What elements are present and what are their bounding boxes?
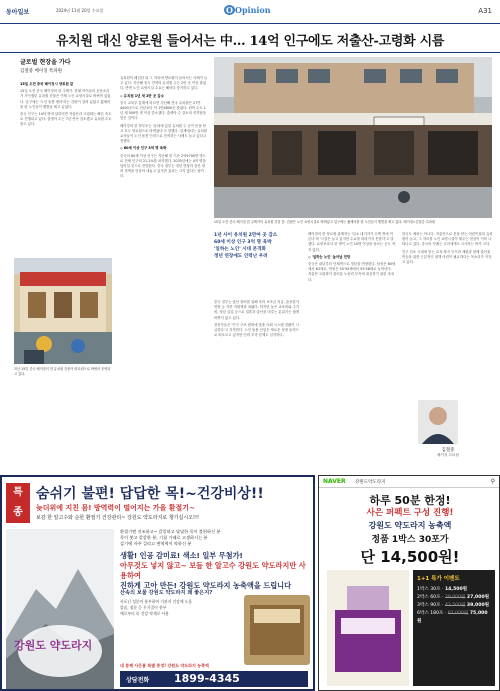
- article-paragraph: 인구 감소 시대에 맞는 교육·복지 인프라 재편과 함께 출산율 반등을 위한 근본적인 대책 마련이 필요하다는 목소리가 커지고 있다.: [402, 249, 492, 265]
- ad-doraji: [0, 475, 315, 691]
- main-photo-image: [214, 57, 492, 218]
- series-kicker: 글로벌 현장을 가다: [20, 59, 71, 66]
- article-paragraph: 중국 정부는 출산 장려를 위해 육아 보조금 지급, 출산휴가 연장 등 각종 지원책을 내놨다. 하지만 높은 교육비와 주거비, 청년 실업 등으로 결혼과 출산을 미루는 분위기는 쉽게 바뀌지 않고 있다.: [214, 300, 300, 320]
- pull-quote-line: '일하는 노인' 시대 본격화: [214, 247, 266, 252]
- ad-promo-line: 아무것도 넣지 않고~ 보듬 한 알고수 강원도 약도라지만 사용하여: [120, 561, 306, 580]
- article-column-3: [214, 300, 302, 468]
- opinion-o-mark: O: [226, 5, 233, 15]
- pull-quote-line: 정년 연장에도 인력난 우려: [214, 254, 268, 259]
- ad-badge-line2: 종: [13, 507, 23, 518]
- article-paragraph: 유치원이 폐업한 뒤 그 자리에 양로원이 들어서는 사례가 늘고 있다. 지난해 중국 전역의 유치원 수는 2만 곳 이상 줄었다. 반면 노인 요양시설 수요는 해마다 증가하고 있다.: [120, 76, 208, 91]
- price-row-strike: 43,500원: [444, 603, 466, 608]
- price-row-item: 3박스 90포: [417, 603, 441, 608]
- ad-badge: [6, 483, 30, 523]
- author-name: 김철중: [441, 448, 455, 453]
- article-paragraph: 한국도 예외는 아니다. 저출산으로 문을 닫는 어린이집과 유치원이 늘고, 그 자리를 노인 요양시설이 채우는 현상이 이미 나타나고 있다. 중국의 사례는 우리에게도 시사하는 바가 크다.: [402, 232, 493, 247]
- article-subhead: ◇ 유치원 1년 새 2만 곳 감소: [120, 93, 164, 98]
- ad-promo: [120, 551, 310, 591]
- ad-right-header: [319, 476, 499, 488]
- page-headline: 유치원 대신 양로원 들어서는 中… 14억 인구에도 저출산-고령화 시름: [55, 34, 445, 49]
- ad-right-event-title: 1+1 특가 이벤트: [417, 576, 460, 582]
- ad-bottom-point: 예로부터 목 건강 약재로 사용: [120, 610, 169, 616]
- price-row-item: 2박스 60포: [417, 595, 441, 600]
- ad-product-art: [6, 529, 114, 689]
- ad-right-price-table: [413, 570, 495, 686]
- price-row-item: 6박스 180포: [417, 611, 444, 616]
- ad-mountain-image: [6, 529, 114, 689]
- article-paragraph: 전문가들은 '인구 구조 변화에 맞춘 사회 시스템 전환이 시급하다'고 지적한다. 노인 돌봄 산업은 새로운 성장 동력으로 떠오르고 있지만 인력 부족 문제도 심각하다.: [214, 322, 299, 338]
- ad-product-name: 강원도 약도라지: [14, 639, 93, 652]
- article-paragraph: 중국 교육부 통계에 따르면 지난해 전국 유치원은 27만4400곳으로 전년보다 약 1만4800곳 줄었다. 원아 수도 1년 새 500만 명 이상 감소했다. 출생아 수 감소의 직격탄을 맞은 것이다.: [120, 100, 207, 121]
- ad-right-big2: 사은 퍼펙트 구성 진행!: [366, 508, 454, 518]
- author-photo: [418, 400, 458, 444]
- pull-quote: [214, 232, 300, 260]
- article-subhead: 15일 오전 중국 베이징시 양로원 앞: [20, 82, 74, 86]
- article-paragraph: 중국 인구는 14억 명에 달하지만 저출산과 고령화는 빠른 속도로 진행되고 있다. 출생아 수는 7년 연속 감소했고 유치원 수도 줄고 있다.: [20, 112, 112, 127]
- ad-phone-number[interactable]: 1899-4345: [174, 672, 240, 685]
- ad-right-big1: 하루 50분 한정!: [369, 494, 451, 507]
- price-row[interactable]: 2박스 60포 · 29,000원 27,000원: [417, 595, 490, 600]
- ad-bullet: 목이 붓고 칼칼한 분, 기침 가래로 고생하시는 분: [120, 535, 208, 541]
- ad-bullet: 감기에 자주 걸리고 면역력이 약하신 분: [120, 541, 192, 547]
- article-column-2: [120, 76, 208, 468]
- ad-bottom-point: 사포닌 성분이 풍부하여 기관지 건강에 도움: [120, 599, 193, 604]
- ad-right-header-sub: 강원도약도라지: [355, 480, 386, 485]
- newspaper-logo: 동아일보: [6, 9, 30, 16]
- author-info: [402, 447, 494, 458]
- price-row-price: 27,000원: [466, 595, 490, 600]
- ad-sub2: 보감 한 알고수와 순한 환절기 건강관리~ 강원도 약도라지로 챙기십시오!!!: [36, 515, 199, 521]
- ad-right-items: [417, 586, 491, 626]
- ad-bottom-title: 산속의 보물 강원도 약도라지 왜 좋은지?: [120, 590, 213, 596]
- ad-phone-label: 상담전화: [126, 677, 150, 684]
- pull-quote-line: 60세 이상 인구 3억 명 육박: [214, 240, 272, 245]
- price-row-price: 14,500원: [444, 587, 468, 592]
- naver-logo: NAVER: [323, 478, 346, 485]
- small-photo-caption: 지난 15일 중국 베이징의 한 유치원 건물이 양로원으로 바뀌어 운영되고 있다.: [14, 367, 111, 376]
- masthead: [0, 0, 500, 24]
- ad-bottom-points: [120, 599, 240, 616]
- article-column-4: [308, 232, 396, 468]
- page-number: A31: [478, 7, 492, 15]
- author-title: 베이징 특파원: [437, 453, 459, 457]
- ad-sub1: 늦더위에 지친 몸! 방역력이 떨어지는 가을 환절기~: [36, 504, 195, 512]
- section-title: [224, 5, 271, 15]
- article-paragraph: 베이징의 한 학부모는 '동네에 있던 유치원 두 곳이 문을 닫고 모두 양로원으로 바뀌었다'고 말했다. 업계에서는 유치원 교사들이 노인 돌봄 인력으로 전직하는 사례도 늘고 있다고 전했다.: [120, 123, 208, 144]
- ad-right-promo-label: 정품 1박스 30포가: [371, 535, 449, 545]
- pull-quote-line: 1년 사이 유치원 2만여 곳 감소: [214, 233, 278, 238]
- article-paragraph: 중국은 내년부터 단계적으로 정년을 연장한다. 남성은 60세에서 63세로, 여성은 50·55세에서 55·58세로 늘어난다. 저출산·고령화가 불러올 노동력 부족에 대응하기 위한 조치다.: [308, 262, 396, 282]
- price-row[interactable]: 3박스 90포 · 43,500원 39,000원: [417, 603, 490, 608]
- headline-rule: [0, 52, 500, 53]
- ad-badge-line1: 특: [13, 487, 23, 498]
- search-icon: ⚲: [490, 478, 495, 485]
- ad-product-box: [244, 595, 310, 665]
- small-photo-image: [14, 258, 112, 364]
- author-portrait: [418, 400, 458, 444]
- price-row-price: 75,000원: [417, 611, 488, 624]
- price-row[interactable]: 1박스 30포 · 14,500원: [417, 587, 468, 592]
- main-photo-caption: 15일 오전 중국 베이징 한 주택가의 유치원 건물 앞. 간판은 노인 요양시설로 바뀌었고 입구에는 휠체어를 탄 노인들이 햇볕을 쬐고 있다. 베이징=김철중 특파원: [214, 220, 435, 224]
- price-row-price: 39,000원: [466, 603, 490, 608]
- ad-box-icon: [244, 595, 310, 665]
- article-paragraph: 중국의 60세 이상 인구는 지난해 말 기준 2억9700만 명으로 전체 인구의 21.1%를 차지했다. 2035년에는 4억 명을 넘어설 것으로 전망된다. 중국 정부는 정년 연장과 출산 장려 정책을 잇달아 내놓고 있지만 효과는 크지 않다는 평가다.: [120, 153, 206, 179]
- ad-right-product-image: [327, 570, 409, 686]
- ad-bullets: [120, 529, 310, 548]
- price-row-item: 1박스 30포: [417, 587, 441, 592]
- ad-bottom-point: 칼슘, 철분 등 무기질이 풍부: [120, 604, 167, 610]
- price-row-strike: 87,000원: [447, 611, 469, 616]
- ad-right-product: 강원도 약도라지 농축액: [368, 521, 452, 530]
- article-paragraph: 15일 오전 중국 베이징의 한 주택가. 한때 아이들의 웃음소리가 가득했던 유치원 건물은 이제 노인 요양시설로 바뀌어 있었다. 입구에는 '노인 돌봄 센터'라는 간판이 걸려 있었고 휠체어를 탄 노인들이 햇볕을 쬐고 있었다.: [20, 89, 111, 109]
- article-paragraph: 베이징의 한 양로원 관계자는 '입소 대기자가 수백 명에 이른다'며 '시설은 늘고 있지만 수요를 따라가지 못한다'고 말했다. 요양보호사 한 명이 노인 10명 이상을 돌보는 곳도 적지 않다.: [308, 232, 396, 252]
- ad-footer-note: 네 분께 사은품 특별 증정! 강원도 약도라지 농축액: [120, 663, 209, 668]
- article-column-5: [402, 232, 494, 398]
- article-subhead: ◇ 60세 이상 인구 3억 명 육박: [120, 146, 167, 151]
- main-photo: [214, 57, 492, 218]
- ad-right-box-icon: [327, 570, 409, 686]
- ad-title: 숨쉬기 불편! 답답한 목!~건강비상!!: [36, 486, 264, 502]
- byline: 김철중 베이징 특파원: [20, 69, 62, 74]
- ad-bullet: 환절기엔 건조하고~ 칼칼하고 답답한 목이 불편하신 분: [120, 529, 221, 534]
- small-photo: [14, 258, 112, 364]
- ad-promo-line: 진하게 고아 만든! 강원도 약도라지 농축액을 드립니다: [120, 581, 292, 590]
- article-subhead: ◇ '일하는 노인' 늘어날 전망: [308, 254, 351, 259]
- section-title-text: Opinion: [234, 5, 271, 15]
- article-column-1: [20, 82, 112, 230]
- ad-right-price: 단 14,500원!: [360, 548, 460, 566]
- ad-phone-bar[interactable]: [120, 671, 308, 687]
- dateline: 2024년 11월 20일 수요일: [56, 8, 104, 13]
- ad-naver-promo: [318, 475, 500, 691]
- price-row[interactable]: 6박스 180포 · 87,000원 75,000원: [417, 611, 488, 624]
- price-row-strike: 29,000원: [444, 595, 466, 600]
- ad-promo-line: 생활! 인공 감미료! 색소! 일부 무첨가!: [120, 551, 243, 560]
